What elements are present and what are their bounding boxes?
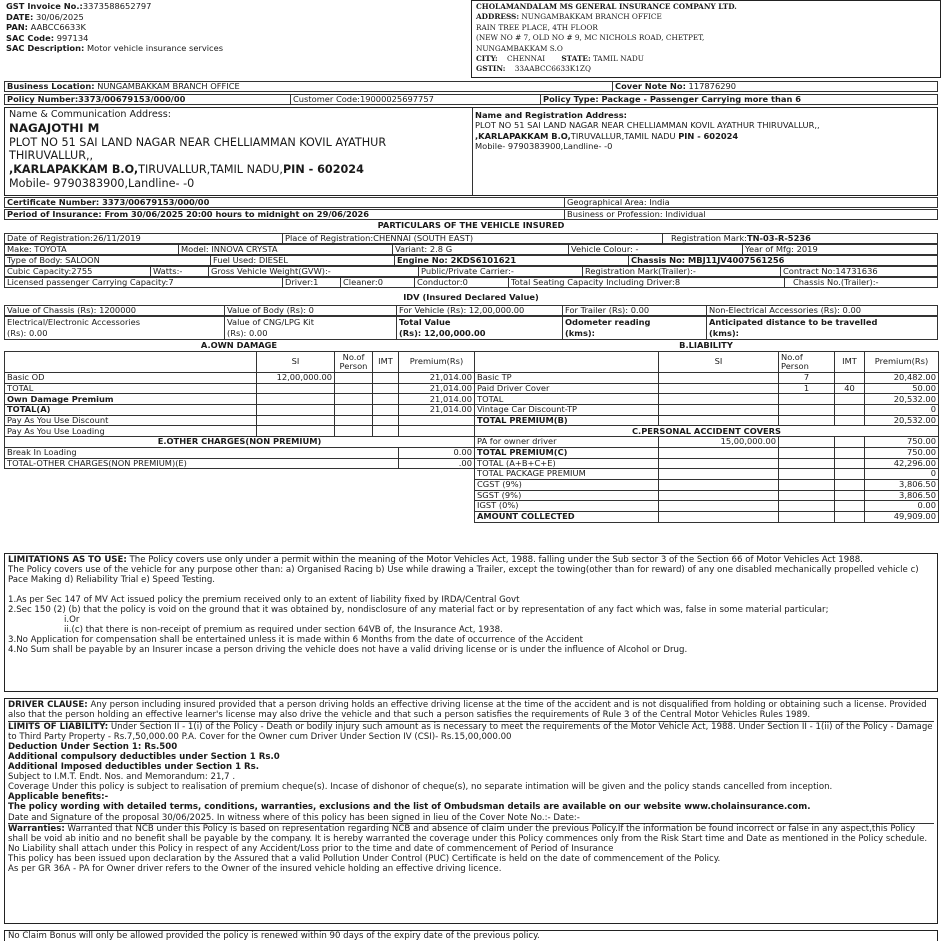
cleaner-count: Cleaner:0 bbox=[341, 278, 415, 287]
contract-no: Contract No:14731636 bbox=[783, 267, 878, 276]
limitation-4: 4.No Sum shall be payable by an Insurer incase a person driving the vehicle does not have a valid driving license or is under the influence of Alcohol or Drug. bbox=[8, 645, 688, 656]
deduction-section1: Deduction Under Section 1: Rs.500 bbox=[8, 742, 178, 753]
limitations-box bbox=[4, 553, 938, 692]
certificate-row bbox=[4, 197, 938, 208]
odometer-value: (kms): bbox=[565, 328, 596, 338]
city-label: CITY: bbox=[476, 54, 498, 64]
business-location-label: Business Location: bbox=[7, 82, 95, 91]
clauses-box bbox=[4, 698, 938, 924]
period-row bbox=[4, 209, 938, 220]
pan-value: AABCC6633K bbox=[30, 22, 86, 32]
table-row: CGST (9%) 3,806.50 bbox=[475, 479, 939, 490]
limitations-text: The Policy covers use only under a permit within the meaning of the Motor Vehicles Act, 1988. falling under the Sub sector 3 of the Section 66 of Motor Vehicles Act 1988. bbox=[126, 555, 863, 565]
table-row: Basic OD 12,00,000.00 21,014.00 bbox=[5, 373, 475, 384]
driver-clause-text: Any person including insured provided that a person driving holds an effective driving license at the time of the accident and is not disqualified from holding or obtaining such a license. Provided also that the person holding an effective learner's license may also drive the vehicle and that such a person satisfies the requirements of Rule 3 of the Central Motor Vehicles Rules 1989. bbox=[8, 700, 927, 721]
engine-no: Engine No: 2KDS6101621 bbox=[397, 256, 517, 265]
table-row: SGST (9%) 3,806.50 bbox=[475, 490, 939, 501]
gst-info bbox=[6, 1, 466, 54]
liab-col-imt: IMT bbox=[835, 352, 865, 373]
vehicle-row-3 bbox=[4, 255, 938, 266]
idv-for-vehicle: For Vehicle (Rs): 12,00,000.00 bbox=[397, 306, 563, 315]
communication-address bbox=[5, 108, 473, 195]
own-damage-table bbox=[4, 351, 475, 469]
table-row: TOTAL 21,014.00 bbox=[5, 383, 475, 394]
warranties-title: Warranties: bbox=[8, 823, 65, 834]
idv-row-2 bbox=[4, 316, 938, 340]
business-profession: Business or Profession: Individual bbox=[567, 210, 706, 219]
liability-section bbox=[474, 341, 938, 523]
place-of-registration: Place of Registration:CHENNAI (SOUTH EAST) bbox=[283, 234, 663, 243]
od-col-si: SI bbox=[257, 352, 335, 373]
pan-label: PAN: bbox=[6, 22, 29, 32]
table-row: TOTAL PREMIUM(C) 750.00 bbox=[475, 447, 939, 458]
period-of-insurance: Period of Insurance: From 30/06/2025 20:00 hours to midnight on 29/06/2026 bbox=[7, 210, 370, 219]
anticipated-distance: (kms): bbox=[709, 328, 740, 338]
date-of-registration: Date of Registration:26/11/2019 bbox=[5, 234, 283, 243]
idv-row-1 bbox=[4, 305, 938, 316]
vehicle-row-4 bbox=[4, 266, 938, 277]
cubic-capacity: Cubic Capacity:2755 bbox=[5, 267, 151, 276]
insured-mobile: Mobile- 9790383900,Landline- -0 bbox=[9, 176, 195, 190]
reg-mark-trailer: Registration Mark(Trailer):- bbox=[583, 267, 781, 276]
year-of-mfg: Year of Mfg: 2019 bbox=[745, 245, 818, 254]
branch-address: NUNGAMBAKKAM BRANCH OFFICE bbox=[521, 12, 662, 22]
invoice-no: 3373588652797 bbox=[82, 1, 152, 11]
table-row: Own Damage Premium 21,014.00 bbox=[5, 394, 475, 405]
total-value-label: Total Value bbox=[399, 317, 451, 327]
value-of-body: Value of Body (Rs): 0 bbox=[225, 306, 397, 315]
sac-code: 997134 bbox=[56, 32, 89, 43]
limitation-2: 2.Sec 150 (2) (b) that the policy is void on the ground that it was obtained by, nondisclosure of any material fact or by representation of any fact which was, false in some material particular; bbox=[8, 605, 829, 616]
business-location-row bbox=[4, 81, 938, 92]
chassis-no-trailer: Chassis No.(Trailer):- bbox=[793, 278, 879, 287]
limitations-purposes: The Policy covers use of the vehicle for any purpose other than: a) Organised Racing b) Use while drawing a Trailer, except the towing(other than for reward) of any one disabled mechanically propelled vehicle c) Pace Making d) Reliability Trial e) Speed Testing. bbox=[8, 565, 919, 586]
own-damage-heading: A.OWN DAMAGE bbox=[200, 340, 278, 350]
address-section bbox=[4, 107, 938, 196]
liability-table bbox=[474, 351, 939, 523]
table-row: Break In Loading 0.00 bbox=[5, 447, 475, 458]
address-line2: RAIN TREE PLACE, 4TH FLOOR bbox=[476, 22, 598, 32]
idv-heading: IDV (Insured Declared Value) bbox=[403, 292, 539, 302]
warranties-text: Warranted that NCB under this Policy is based on representation regarding NCB and absence of claim under the previous Policy.If the information be found incorrect or false in any aspect,this Policy shall be void ab initio and no benefit shall be payable by the company. It is hereby warranted the coverage under this Policy commences only from the Risk Start time and Date as mentioned in the Policy schedule. No Liability shall attach under this Policy in respect of any Accident/Loss prior to the time and date of commencement of Period of Insurance bbox=[8, 823, 928, 854]
table-row: TOTAL PACKAGE PREMIUM 0 bbox=[475, 469, 939, 480]
business-location: NUNGAMBAKKAM BRANCH OFFICE bbox=[97, 82, 240, 91]
geographical-area: Geographical Area: India bbox=[567, 198, 670, 207]
table-row: IGST (0%) 0.00 bbox=[475, 501, 939, 512]
gross-vehicle-weight: Gross Vehicle Weight(GVW):- bbox=[209, 267, 419, 276]
model: Model: INNOVA CRYSTA bbox=[179, 245, 393, 254]
state-label: STATE: bbox=[561, 54, 591, 64]
table-row: AMOUNT COLLECTED 49,909.00 bbox=[475, 511, 939, 522]
insured-address-1: PLOT NO 51 SAI LAND NAGAR NEAR CHELLIAMMAN KOVIL AYATHUR bbox=[9, 135, 387, 149]
table-row: TOTAL-OTHER CHARGES(NON PREMIUM)(E) .00 bbox=[5, 458, 475, 469]
comm-address-label: Name & Communication Address: bbox=[9, 109, 171, 120]
reg-pin: PIN - 602024 bbox=[678, 130, 739, 141]
state-value: TAMIL NADU bbox=[592, 54, 644, 64]
seating-capacity: Total Seating Capacity Including Driver:8 bbox=[509, 278, 785, 287]
registration-address bbox=[475, 110, 937, 151]
table-row: TOTAL(A) 21,014.00 bbox=[5, 405, 475, 416]
invoice-no-label: GST Invoice No.: bbox=[6, 1, 83, 11]
pa-heading: C.PERSONAL ACCIDENT COVERS bbox=[475, 426, 939, 437]
premium-section bbox=[4, 341, 938, 544]
address-line3: (NEW NO # 7, OLD NO # 9, MC NICHOLS ROAD, CHETPET, bbox=[476, 33, 705, 43]
policy-number: Policy Number:3373/00679153/000/00 bbox=[7, 95, 186, 104]
cng-kit-label: Value of CNG/LPG Kit bbox=[227, 317, 314, 327]
reg-address-2a: ,KARLAPAKKAM B.O, bbox=[475, 130, 571, 141]
variant: Variant: 2.8 G bbox=[393, 245, 569, 254]
ncb-box bbox=[4, 930, 938, 941]
fuel-used: Fuel Used: DIESEL bbox=[211, 256, 395, 265]
limitations-title: LIMITATIONS AS TO USE: bbox=[8, 555, 127, 565]
table-row: Paid Driver Cover 1 40 50.00 bbox=[475, 383, 939, 394]
puc-declaration: This policy has been issued upon declaration by the Assured that a valid Pollution Under Control (PUC) Certificate is held on the date of commencement of the Policy. bbox=[8, 853, 721, 864]
reg-address-label: Name and Registration Address: bbox=[475, 110, 627, 120]
table-row: Pay As You Use Discount bbox=[5, 415, 475, 426]
certificate-number: Certificate Number: 3373/00679153/000/00 bbox=[7, 198, 210, 207]
city-value: CHENNAI bbox=[506, 54, 546, 64]
vehicle-colour: Vehicle Colour: - bbox=[569, 245, 743, 254]
coverage-note: Coverage Under this policy is subject to realisation of premium cheque(s). Incase of dishonor of cheque(s), no separate intimation will be given and the policy stands cancelled from inception. bbox=[8, 782, 833, 793]
reg-address-2b: TIRUVALLUR,TAMIL NADU bbox=[570, 130, 679, 141]
date-label: DATE: bbox=[6, 11, 34, 22]
address-label: ADDRESS: bbox=[476, 12, 520, 22]
total-value: (Rs): 12,00,000.00 bbox=[399, 328, 486, 338]
liab-col-persons: No.of Person bbox=[779, 352, 835, 373]
watts: Watts:- bbox=[151, 267, 209, 276]
driver-count: Driver:1 bbox=[283, 278, 341, 287]
cng-kit-value: (Rs): 0.00 bbox=[227, 328, 268, 338]
electrical-accessories: (Rs): 0.00 bbox=[7, 328, 48, 338]
insured-pin: PIN - 602024 bbox=[282, 163, 364, 177]
chassis-no: Chassis No: MBJ11JV4007561256 bbox=[631, 256, 785, 265]
table-row: Vintage Car Discount-TP 0 bbox=[475, 405, 939, 416]
limitation-3: 3.No Application for compensation shall be entertained unless it is made within 6 Months from the date of occurrence of the Accident bbox=[8, 635, 584, 646]
value-of-chassis: Value of Chassis (Rs): 1200000 bbox=[5, 306, 225, 315]
table-row: PA for owner driver 15,00,000.00 750.00 bbox=[475, 437, 939, 448]
policy-number-row bbox=[4, 94, 938, 105]
own-damage-section bbox=[4, 341, 474, 469]
type-of-body: Type of Body: SALOON bbox=[5, 256, 211, 265]
licensed-capacity: Licensed passenger Carrying Capacity:7 bbox=[5, 278, 283, 287]
od-col-imt: IMT bbox=[373, 352, 399, 373]
limitation-2-i: i.Or bbox=[64, 615, 80, 626]
policy-wording-note: The policy wording with detailed terms, conditions, warranties, exclusions and the list of Ombudsman details are available on our website www.cholainsurance.com. bbox=[8, 802, 811, 813]
applicable-benefits: Applicable benefits:- bbox=[8, 792, 109, 803]
limitation-1: 1.As per Sec 147 of MV Act issued policy the premium received only to an extent of liability fixed by IRDA/Central Govt bbox=[8, 595, 520, 606]
insured-name: NAGAJOTHI M bbox=[9, 120, 100, 135]
gstin-label: GSTIN: bbox=[476, 64, 506, 74]
reg-mobile: Mobile- 9790383900,Landline- -0 bbox=[475, 140, 613, 151]
registration-mark: TN-03-R-5236 bbox=[746, 234, 811, 243]
vehicle-row-2 bbox=[4, 244, 938, 255]
od-col-premium: Premium(Rs) bbox=[399, 352, 475, 373]
date-signature: Date and Signature of the proposal 30/06/2025. In witness where of this policy has been signed in lieu of the Cover Note No.:- Date:- bbox=[8, 813, 934, 824]
carrier: Public/Private Carrier:- bbox=[419, 267, 583, 276]
table-row: Basic TP 7 20,482.00 bbox=[475, 373, 939, 384]
imt-endorsements: Subject to I.M.T. Endt. Nos. and Memorandum: 21,7 . bbox=[8, 772, 236, 783]
sac-desc-label: SAC Description: bbox=[6, 43, 85, 53]
vehicle-heading: PARTICULARS OF THE VEHICLE INSURED bbox=[377, 220, 565, 230]
anticipated-distance-label: Anticipated distance to be travelled bbox=[709, 317, 878, 327]
reg-address-1: PLOT NO 51 SAI LAND NAGAR NEAR CHELLIAMMAN KOVIL AYATHUR THIRUVALLUR,, bbox=[475, 120, 820, 131]
gr36a-note: As per GR 36A - PA for Owner driver refers to the Owner of the insured vehicle holding an effective driving licence. bbox=[8, 863, 502, 874]
sac-desc: Motor vehicle insurance services bbox=[87, 43, 224, 53]
cover-note-label: Cover Note No: bbox=[615, 82, 686, 91]
limitation-2-ii: ii.(c) that there is non-receipt of premium as required under section 64VB of, the Insurance Act, 1938. bbox=[64, 625, 503, 636]
od-col-persons: No.of Person bbox=[335, 352, 373, 373]
gstin-value: 33AABCC6633K1ZQ bbox=[514, 64, 591, 74]
driver-clause-title: DRIVER CLAUSE: bbox=[8, 700, 88, 710]
address-line4: NUNGAMBAKKAM S.O bbox=[476, 43, 563, 53]
electrical-accessories-label: Electrical/Electronic Accessories bbox=[7, 317, 141, 327]
company-name: CHOLAMANDALAM MS GENERAL INSURANCE COMPANY LTD. bbox=[476, 2, 737, 11]
table-row: TOTAL (A+B+C+E) 42,296.00 bbox=[475, 458, 939, 469]
insured-address-3b: TIRUVALLUR,TAMIL NADU, bbox=[138, 163, 283, 177]
imposed-deductibles: Additional Imposed deductibles under Section 1 Rs. bbox=[8, 762, 260, 773]
odometer-label: Odometer reading bbox=[565, 317, 651, 327]
table-row: Pay As You Use Loading bbox=[5, 426, 475, 437]
liability-heading: B.LIABILITY bbox=[679, 340, 733, 350]
non-electrical-accessories: Non-Electrical Accessories (Rs): 0.00 bbox=[709, 306, 862, 315]
policy-type: Policy Type: Package - Passenger Carrying more than 6 bbox=[543, 95, 802, 104]
idv-for-trailer: For Trailer (Rs): 0.00 bbox=[563, 306, 707, 315]
table-row: TOTAL 20,532.00 bbox=[475, 394, 939, 405]
invoice-header bbox=[4, 0, 938, 78]
ncb-note: No Claim Bonus will only be allowed provided the policy is renewed within 90 days of the expiry date of the previous policy. bbox=[8, 931, 540, 941]
company-box bbox=[471, 0, 941, 78]
reg-mark-label: Registration Mark: bbox=[671, 234, 747, 243]
cover-note: 117876290 bbox=[688, 82, 737, 91]
liab-col-si: SI bbox=[659, 352, 779, 373]
date-value: 30/06/2025 bbox=[35, 11, 84, 22]
conductor-count: Conductor:0 bbox=[415, 278, 509, 287]
vehicle-row-1 bbox=[4, 233, 938, 244]
insured-address-2: THIRUVALLUR,, bbox=[9, 149, 94, 163]
other-charges-heading: E.OTHER CHARGES(NON PREMIUM) bbox=[5, 437, 475, 448]
table-row: TOTAL PREMIUM(B) 20,532.00 bbox=[475, 415, 939, 426]
limits-liability-text: Under Section II - 1(i) of the Policy - Death or bodily injury such amount as is necessary to meet the requirements of the Motor Vehicle Act, 1988. Under Section II - 1(ii) of the Policy - Damage to Third Party Property - Rs.7,50,000.00 P.A. Cover for the Owner cum Driver Under Section IV (CSI)- Rs.15,00,000.00 bbox=[8, 722, 933, 743]
insured-address-3: ,KARLAPAKKAM B.O, bbox=[9, 163, 139, 177]
compulsory-deductibles: Additional compulsory deductibles under Section 1 Rs.0 bbox=[8, 752, 280, 763]
liab-col-premium: Premium(Rs) bbox=[865, 352, 939, 373]
sac-code-label: SAC Code: bbox=[6, 32, 55, 43]
make: Make: TOYOTA bbox=[5, 245, 179, 254]
limits-liability-title: LIMITS OF LIABILITY: bbox=[8, 722, 109, 733]
customer-code: Customer Code:19000025697757 bbox=[293, 95, 434, 104]
vehicle-row-5 bbox=[4, 277, 938, 288]
